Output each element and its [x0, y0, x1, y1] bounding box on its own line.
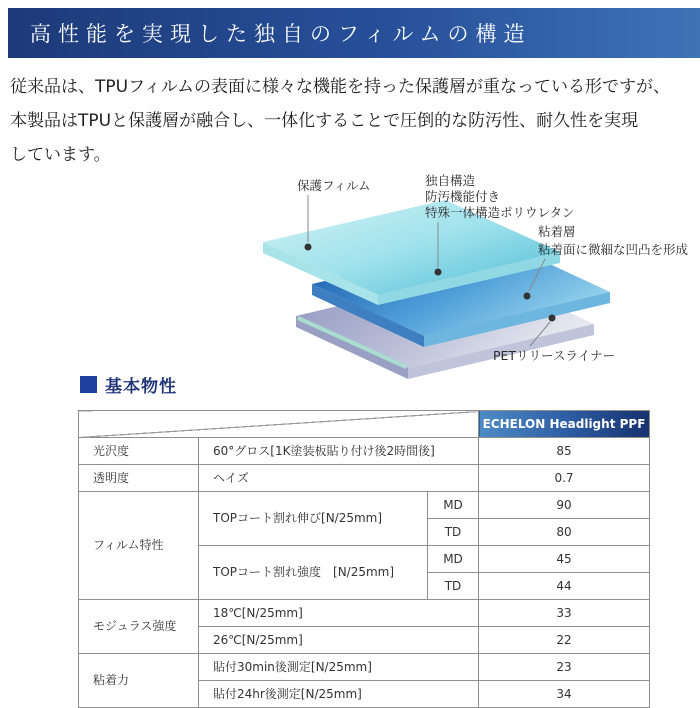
condition-cell: 60°グロス[1K塗装板貼り付け後2時間後]: [199, 438, 479, 465]
condition-cell: TOPコート割れ伸び[N/25mm]: [199, 492, 428, 546]
intro-line: しています。: [10, 145, 111, 165]
table-row: [79, 654, 650, 681]
value-cell: 44: [479, 573, 650, 600]
condition-cell: 18℃[N/25mm]: [199, 600, 479, 627]
table-row: [79, 492, 650, 519]
film-structure-diagram: [0, 168, 700, 380]
product-header-cell: ECHELON Headlight PPF: [479, 411, 650, 438]
callout-dot: [549, 315, 556, 322]
direction-cell: TD: [428, 519, 479, 546]
condition-cell: TOPコート割れ強度 [N/25mm]: [199, 546, 428, 600]
value-cell: 80: [479, 519, 650, 546]
section-bullet-icon: [80, 376, 97, 393]
adhesive-label-1: 粘着層: [538, 224, 576, 239]
condition-cell: 貼付30min後測定[N/25mm]: [199, 654, 479, 681]
intro-paragraph: [10, 70, 694, 172]
unique-structure-label-2: 防汚機能付き: [425, 189, 501, 204]
intro-line: 従来品は、TPUフィルムの表面に様々な機能を持った保護層が重なっている形ですが、: [10, 77, 671, 97]
condition-cell: ヘイズ: [199, 465, 479, 492]
value-cell: 90: [479, 492, 650, 519]
property-cell: 粘着力: [79, 654, 199, 708]
value-cell: 0.7: [479, 465, 650, 492]
callout-dot: [305, 244, 312, 251]
property-cell: 透明度: [79, 465, 199, 492]
direction-cell: MD: [428, 546, 479, 573]
callout-dot: [524, 293, 531, 300]
direction-cell: MD: [428, 492, 479, 519]
table-row: [79, 600, 650, 627]
value-cell: 22: [479, 627, 650, 654]
protective-film-label: 保護フィルム: [297, 178, 371, 193]
property-cell: 光沢度: [79, 438, 199, 465]
header-banner: [8, 8, 700, 58]
section-heading: [80, 372, 177, 397]
diagonal-header-cell: [79, 411, 479, 438]
value-cell: 33: [479, 600, 650, 627]
value-cell: 23: [479, 654, 650, 681]
condition-cell: 貼付24hr後測定[N/25mm]: [199, 681, 479, 708]
property-cell: モジュラス強度: [79, 600, 199, 654]
table-row: [79, 438, 650, 465]
adhesive-label-2: 粘着面に微細な凹凸を形成: [538, 242, 689, 257]
callout-dot: [435, 269, 442, 276]
table-header-row: [79, 411, 650, 438]
value-cell: 45: [479, 546, 650, 573]
direction-cell: TD: [428, 573, 479, 600]
basic-properties-table: [78, 410, 650, 708]
page-title: 高性能を実現した独自のフィルムの構造: [30, 22, 532, 46]
table-row: [79, 465, 650, 492]
value-cell: 85: [479, 438, 650, 465]
pet-liner-label: PETリリースライナー: [493, 348, 616, 363]
unique-structure-label-1: 独自構造: [425, 173, 476, 188]
value-cell: 34: [479, 681, 650, 708]
section-title: 基本物性: [105, 377, 177, 397]
unique-structure-label-3: 特殊一体構造ポリウレタン: [425, 205, 575, 220]
condition-cell: 26℃[N/25mm]: [199, 627, 479, 654]
intro-line: 本製品はTPUと保護層が融合し、一体化することで圧倒的な防汚性、耐久性を実現: [10, 111, 639, 131]
film-layers-illustration: [0, 168, 700, 380]
property-cell: フィルム特性: [79, 492, 199, 600]
